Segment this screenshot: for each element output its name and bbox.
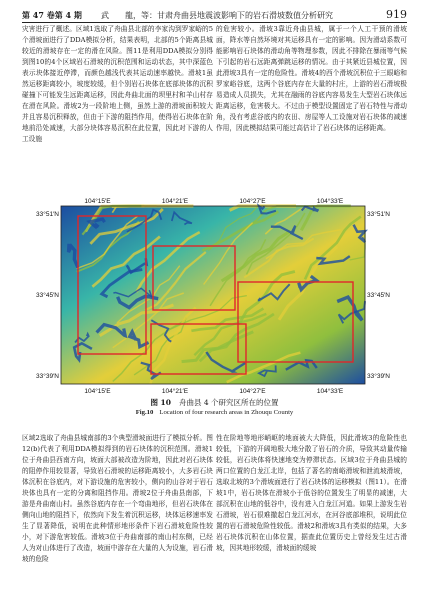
paragraph: 区域2选取了舟曲县城南部的3个典型滑坡面进行了模拟分析。图12(b)代表了利用DDA模拟得到的岩石块体的沉积范围。滑坡1位于舟曲县西南方向，坡面大部被改造为阶地，因此对岩石块体的阻停作用较显著，导致岩石滑坡的运移距离较小，大多岩石块体沉积在谷底内，对下游设施的危害较小，侧向的山谷对于岩石块体也具有一定的分离和阻挡作用。滑坡2位于舟曲县南部，下游是舟曲南山村。虽然谷底内存在一个弯曲地形，但岩石块体在侧向山地的阻挡下，依然向下发生着沉积运移，块体运移速率发生了显著降低，说明在此种情形地形条件下岩石滑坡危险性较小，对下游危害较低。滑坡3位于舟曲南部的南山村东侧，已经人为对山体进行了改造，坡面中游存在大量的人为设施，岩石滑坡的危险 — [22, 434, 213, 563]
latitude-label: 33°51′N — [36, 211, 59, 218]
running-title: 武 龍，等：甘肃舟曲县地震波影响下的岩石滑坡数值分析研究 — [101, 11, 333, 20]
page-number: 919 — [386, 8, 407, 21]
header-rule — [22, 22, 407, 23]
figure-caption-cn — [22, 397, 407, 408]
text-column-top-left — [22, 24, 213, 209]
longitude-labels-top — [84, 197, 343, 205]
latitude-label: 33°39′N — [36, 373, 59, 380]
longitude-label: 104°27′E — [239, 198, 266, 205]
latitude-labels-left — [36, 210, 59, 380]
journal-volume: 第 47 卷第 4 期 — [22, 10, 82, 20]
figure-caption-label: 图 10 — [150, 398, 171, 407]
figure-map — [33, 194, 393, 394]
figure-caption-en — [22, 409, 407, 416]
longitude-label: 104°33′E — [316, 388, 344, 394]
longitude-labels-bottom — [84, 387, 343, 394]
longitude-label: 104°21′E — [161, 388, 189, 394]
figure-caption-text-en: Location of four research areas in Zhouqu County — [159, 409, 294, 416]
paragraph: 灾害进行了概述。区域1选取了舟曲县北部的李家沟到罗家峪的5个滑坡面进行了DDA模拟分析，结果表明，北部的5个距离县城较近的滑坡存在一定的滑在风险。图11是利用DDA模拟分别得到图10的4个区域岩石滑坡的沉积范围和运动状态，其中深蓝色表示块体接近停滞，而颜色越浅代表其运动速率越快。滑坡1虽然运移距离较小，坡度较缓，但个别岩石块体在底部块体的沉积碰撞下可能发生远距离运移，因此舟曲北面的坝里村和羊山村存在滑在风险。滑坡2为一段阶地上侧，虽然上游的滑坡面积较大并且容易沉积释放，但由于下游的阻挡作用，使得岩石块体在阶地前沿处减速，大部分块体容易沉积在此位置，因此对下游的人工设施 — [22, 25, 213, 143]
paragraph: 性在阶地等地形峭岖的地面被大大降低，因此滑坡3的危险性也较低，下游的开阔地极大地分散了岩石的介质，导致其动量传输较低，岩石块体将快速地变为停滞状态。区域3位于舟曲县城的两口位置的白龙江北岸，包括了著名的南峪滑坡和泄流坡滑坡，选取北坡的3个滑坡面进行了岩石块体的运移模拟（图11）。在滑坡1中，岩石块体在滑坡小于低谷的位置发生了明显的减速，大部沉积在山地的低谷中，没有进入白龙江河道。如果上游发生岩石滑坡，岩石很难撤起白龙江河水，在河谷底部堆积，说明此位置的岩石滑坡危险性较低。滑坡2和滑坡3具有类似的结果，大多岩石块体沉积在山体位置，据查此位置历史上曾经发生过古滑坡，因其地形较缓，滑坡面的缓坡 — [216, 434, 407, 552]
map-frame — [61, 206, 365, 384]
latitude-label: 33°45′N — [36, 292, 59, 299]
figure-caption-text: 舟曲县 4 个研究区所在的位置 — [179, 398, 279, 407]
latitude-label: 33°51′N — [367, 211, 390, 218]
paragraph: 的危害较小。滑坡3靠近舟曲县城，属于一个人工干预的滑坡面，降水等自然环境对其运移具有一定的影响。因为滑动系数可能影响岩石块体的滑动角等物理参数，因此不排除在暴雨等气候下引起的岩石远距离弹跳运移的情况。由于其紧近县城位置，因此滑坡3具有一定的危险性。滑坡4的西个滑坡沉积位于三眼峪和罗家峪谷底，这两个谷底内存在大量的村庄，上游的岩石滑坡极易造成人员损失，尤其在融雨的谷底内容易发生大型岩石块体远距离运移，危害极大。不过由于模型设置固定了岩石特性与滑动角，没有考虑谷底内的农田、房屋等人工设施对岩石块体的减速作用，因此模拟结果可能过高估计了岩石块体的运移距离。 — [216, 25, 407, 132]
longitude-label: 104°15′E — [84, 388, 111, 394]
text-column-bottom-left — [22, 433, 213, 613]
longitude-label: 104°21′E — [161, 198, 189, 205]
text-column-top-right — [216, 24, 407, 209]
figure-caption-label-en: Fig.10 — [135, 409, 154, 416]
longitude-label: 104°33′E — [316, 198, 344, 205]
running-header — [22, 8, 407, 22]
longitude-label: 104°15′E — [84, 198, 111, 205]
latitude-label: 33°39′N — [367, 373, 390, 380]
latitude-label: 33°45′N — [367, 292, 390, 299]
longitude-label: 104°27′E — [239, 388, 266, 394]
latitude-labels-right — [367, 210, 390, 380]
text-column-bottom-right — [216, 433, 407, 613]
